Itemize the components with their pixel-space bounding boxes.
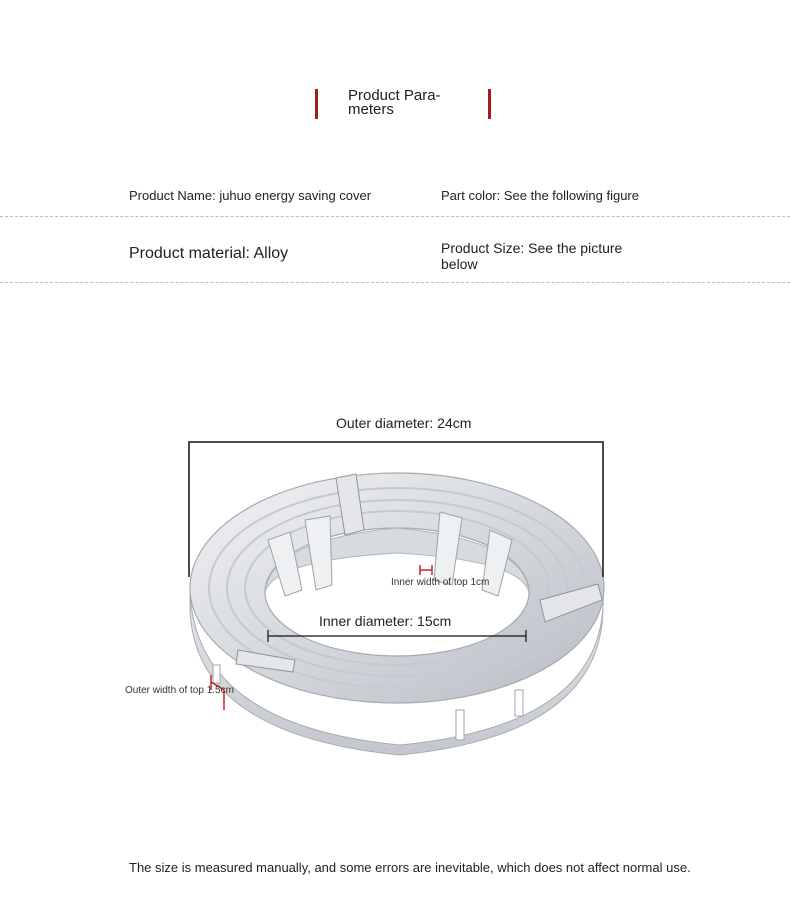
- section-title-line1: Product Para-: [348, 87, 441, 104]
- param-product-material: Product material: Alloy: [129, 245, 289, 262]
- wall-notch-1: [213, 665, 220, 683]
- param-product-size-line1: Product Size: See the picture: [441, 240, 623, 256]
- inner-width-label: Inner width of top 1cm: [391, 577, 490, 588]
- outer-diameter-label: Outer diameter: 24cm: [336, 415, 472, 431]
- inner-diameter-label: Inner diameter: 15cm: [319, 613, 452, 629]
- param-part-color: Part color: See the following figure: [441, 188, 639, 203]
- footer-note: The size is measured manually, and some errors are inevitable, which does not affect normal use.: [129, 860, 691, 875]
- wall-notch-2: [456, 710, 464, 740]
- param-product-size-line2: below: [441, 256, 478, 272]
- param-product-name: Product Name: juhuo energy saving cover: [129, 188, 372, 203]
- wall-notch-3: [515, 690, 523, 716]
- outer-width-label: Outer width of top 1.5cm: [125, 685, 234, 696]
- section-title-line2: meters: [348, 101, 394, 118]
